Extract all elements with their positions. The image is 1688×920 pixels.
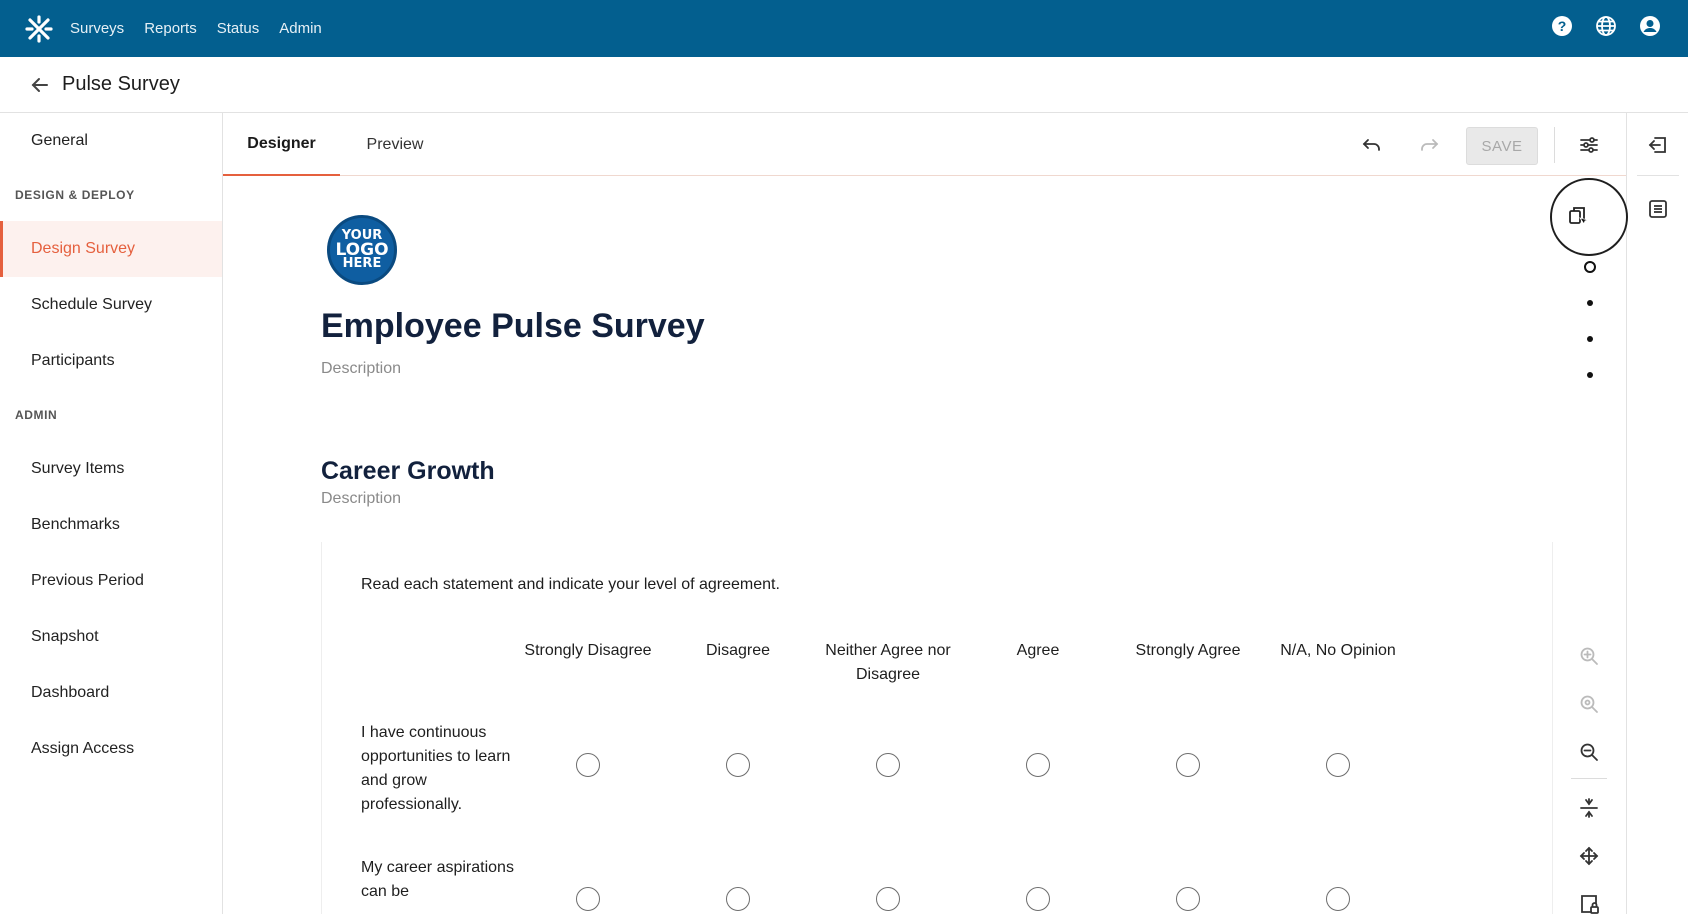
- sidebar-item-previous-period[interactable]: Previous Period: [31, 572, 144, 589]
- statement-label: My career aspirations can be: [361, 859, 514, 900]
- nav-surveys[interactable]: Surveys: [70, 20, 125, 37]
- scale-header: Neither Agree nor Disagree: [825, 642, 951, 683]
- radio-option[interactable]: [576, 887, 600, 911]
- collapse-vertical-icon[interactable]: [1573, 792, 1605, 824]
- radio-option[interactable]: [1026, 887, 1050, 911]
- logo-line-2: LOGO: [335, 239, 389, 260]
- likert-question-card[interactable]: [321, 542, 1553, 914]
- settings-sliders-icon[interactable]: [1573, 129, 1605, 161]
- save-button[interactable]: SAVE: [1466, 127, 1538, 165]
- radio-option[interactable]: [726, 753, 750, 777]
- radio-option[interactable]: [1326, 753, 1350, 777]
- question-instruction: Read each statement and indicate your level of agreement.: [361, 576, 780, 593]
- page-lock-icon[interactable]: [1573, 888, 1605, 920]
- sidebar-item-general[interactable]: General: [31, 132, 88, 149]
- exit-panel-icon[interactable]: [1642, 129, 1674, 161]
- sidebar-item-survey-items[interactable]: Survey Items: [31, 460, 125, 477]
- sidebar-item-schedule-survey[interactable]: Schedule Survey: [31, 296, 152, 313]
- svg-text:?: ?: [1557, 18, 1567, 34]
- logo-line-1: YOUR: [341, 227, 383, 243]
- toolbar-divider: [1554, 127, 1555, 163]
- nav-reports[interactable]: Reports: [144, 20, 197, 37]
- radio-option[interactable]: [1026, 753, 1050, 777]
- radio-option[interactable]: [876, 753, 900, 777]
- section-description[interactable]: Description: [321, 490, 402, 507]
- radio-option[interactable]: [876, 887, 900, 911]
- outline-list-icon[interactable]: [1642, 193, 1674, 225]
- survey-title[interactable]: Employee Pulse Survey: [321, 307, 705, 345]
- sidebar-item-assign-access[interactable]: Assign Access: [31, 740, 135, 757]
- radio-option[interactable]: [726, 887, 750, 911]
- page-title: Pulse Survey: [62, 73, 180, 95]
- copy-icon[interactable]: [1561, 199, 1593, 231]
- sidebar-item-snapshot[interactable]: Snapshot: [31, 628, 99, 645]
- nav-status[interactable]: Status: [216, 20, 260, 37]
- radio-option[interactable]: [576, 753, 600, 777]
- rail-divider: [1637, 175, 1679, 176]
- redo-icon[interactable]: [1413, 129, 1445, 161]
- back-arrow-icon[interactable]: [28, 73, 52, 97]
- help-icon[interactable]: [1550, 14, 1574, 38]
- scale-header: Strongly Disagree: [524, 642, 652, 659]
- sidebar-item-design-survey[interactable]: Design Survey: [0, 221, 222, 277]
- radio-option[interactable]: [1176, 753, 1200, 777]
- scale-header: Agree: [1016, 642, 1060, 659]
- survey-logo[interactable]: [327, 215, 397, 285]
- undo-icon[interactable]: [1356, 129, 1388, 161]
- page-title-bar: [0, 57, 1688, 113]
- zoom-reset-icon[interactable]: [1573, 688, 1605, 720]
- step-dot[interactable]: [1587, 336, 1593, 342]
- scale-header: Strongly Agree: [1135, 642, 1241, 659]
- step-dot[interactable]: [1587, 372, 1593, 378]
- radio-option[interactable]: [1176, 887, 1200, 911]
- primary-nav: [70, 20, 342, 37]
- tools-divider: [1571, 778, 1607, 779]
- scale-header: N/A, No Opinion: [1280, 642, 1396, 659]
- step-dot[interactable]: [1587, 300, 1593, 306]
- section-title[interactable]: Career Growth: [321, 457, 495, 485]
- nav-admin[interactable]: Admin: [279, 20, 322, 37]
- scale-header: Disagree: [705, 642, 771, 659]
- sidebar: [0, 113, 223, 914]
- sidebar-item-benchmarks[interactable]: Benchmarks: [31, 516, 120, 533]
- zoom-in-icon[interactable]: [1573, 640, 1605, 672]
- step-dot-current[interactable]: [1584, 261, 1596, 273]
- right-rail: [1626, 113, 1688, 914]
- sidebar-item-participants[interactable]: Participants: [31, 352, 115, 369]
- tab-designer[interactable]: Designer: [223, 113, 340, 176]
- sidebar-item-dashboard[interactable]: Dashboard: [31, 684, 110, 701]
- statement-label: I have continuous opportunities to learn and grow professionally.: [361, 724, 511, 813]
- survey-canvas: [223, 177, 1626, 914]
- move-arrows-icon[interactable]: [1573, 840, 1605, 872]
- survey-description[interactable]: Description: [321, 360, 402, 377]
- account-icon[interactable]: [1638, 14, 1662, 38]
- top-nav-bar: [0, 0, 1688, 57]
- sidebar-section-design-deploy: DESIGN & DEPLOY: [15, 188, 135, 202]
- app-logo-icon[interactable]: [24, 14, 54, 44]
- logo-line-3: HERE: [342, 256, 382, 272]
- sidebar-section-admin: ADMIN: [15, 408, 58, 422]
- globe-icon[interactable]: [1594, 14, 1618, 38]
- zoom-out-icon[interactable]: [1573, 736, 1605, 768]
- radio-option[interactable]: [1326, 887, 1350, 911]
- designer-toolbar: [223, 113, 1626, 176]
- tab-preview[interactable]: Preview: [366, 135, 424, 153]
